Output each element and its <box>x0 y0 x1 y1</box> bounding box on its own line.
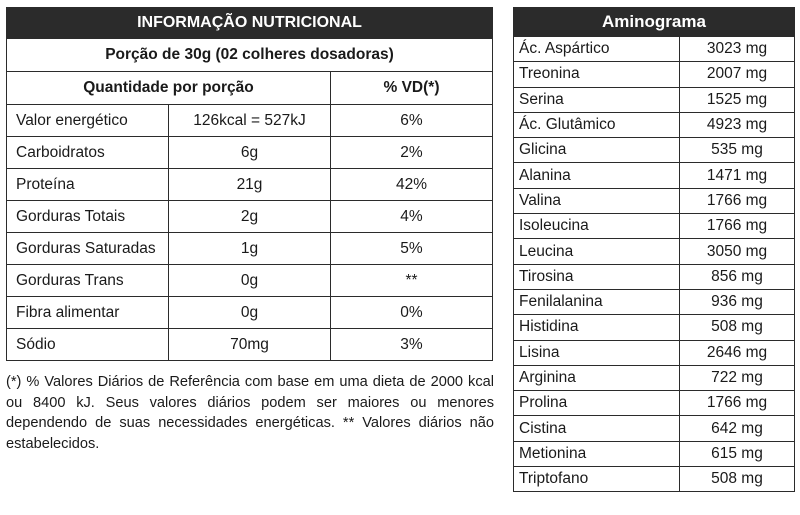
table-row <box>7 297 493 329</box>
amino-acid-name: Alanina <box>514 163 680 188</box>
amino-acid-name: Prolina <box>514 391 680 416</box>
table-row <box>7 137 493 169</box>
amino-acid-value: 1766 mg <box>680 214 795 239</box>
amino-acid-name: Cistina <box>514 416 680 441</box>
table-row <box>7 105 493 137</box>
nutrition-title: INFORMAÇÃO NUTRICIONAL <box>6 7 493 38</box>
table-row <box>7 265 493 297</box>
amino-acid-name: Metionina <box>514 441 680 466</box>
amino-acid-value: 722 mg <box>680 365 795 390</box>
amino-acid-value: 856 mg <box>680 264 795 289</box>
portion-row <box>7 39 493 72</box>
footnote: (*) % Valores Diários de Referência com base em uma dieta de 2000 kcal ou 8400 kJ. Seus valores diários podem ser maiores ou menores dependendo de suas necessidades energéticas. ** Valores diários não estabelecidos. <box>6 374 494 452</box>
nutrient-value: 0g <box>169 297 331 329</box>
nutrient-value: 70mg <box>169 329 331 361</box>
nutrient-vd: ** <box>331 265 493 297</box>
nutrient-name: Gorduras Saturadas <box>7 233 169 265</box>
table-row <box>514 315 795 340</box>
amino-acid-value: 642 mg <box>680 416 795 441</box>
amino-acid-name: Isoleucina <box>514 214 680 239</box>
nutrition-grid <box>6 38 493 361</box>
table-row <box>514 391 795 416</box>
table-row <box>514 62 795 87</box>
nutrient-name: Valor energético <box>7 105 169 137</box>
column-header-quantity: Quantidade por porção <box>7 72 331 105</box>
amino-acid-name: Lisina <box>514 340 680 365</box>
nutrient-vd: 5% <box>331 233 493 265</box>
amino-acid-value: 936 mg <box>680 289 795 314</box>
amino-acid-value: 1525 mg <box>680 87 795 112</box>
amino-acid-name: Fenilalanina <box>514 289 680 314</box>
amino-acid-value: 2007 mg <box>680 62 795 87</box>
amino-acid-name: Histidina <box>514 315 680 340</box>
aminogram-table <box>513 7 795 492</box>
nutrient-value: 1g <box>169 233 331 265</box>
aminogram-title: Aminograma <box>513 7 795 36</box>
nutrient-value: 6g <box>169 137 331 169</box>
nutrient-value: 126kcal = 527kJ <box>169 105 331 137</box>
table-row <box>514 239 795 264</box>
amino-acid-value: 4923 mg <box>680 112 795 137</box>
nutrient-vd: 3% <box>331 329 493 361</box>
table-row <box>514 416 795 441</box>
amino-acid-name: Triptofano <box>514 467 680 492</box>
table-row <box>514 289 795 314</box>
nutrient-name: Carboidratos <box>7 137 169 169</box>
amino-acid-value: 1766 mg <box>680 391 795 416</box>
amino-acid-value: 615 mg <box>680 441 795 466</box>
table-row <box>514 264 795 289</box>
nutrient-vd: 42% <box>331 169 493 201</box>
table-row <box>514 214 795 239</box>
table-row <box>514 441 795 466</box>
nutrition-table <box>6 7 493 361</box>
nutrient-vd: 2% <box>331 137 493 169</box>
amino-acid-value: 1471 mg <box>680 163 795 188</box>
table-row <box>514 188 795 213</box>
portion-label: Porção de 30g (02 colheres dosadoras) <box>7 39 493 72</box>
amino-acid-value: 1766 mg <box>680 188 795 213</box>
nutrient-vd: 6% <box>331 105 493 137</box>
nutrient-value: 21g <box>169 169 331 201</box>
table-row <box>514 112 795 137</box>
nutrient-value: 2g <box>169 201 331 233</box>
nutrient-value: 0g <box>169 265 331 297</box>
table-row <box>7 329 493 361</box>
table-row <box>514 467 795 492</box>
amino-acid-name: Arginina <box>514 365 680 390</box>
column-header-row <box>7 72 493 105</box>
amino-acid-name: Tirosina <box>514 264 680 289</box>
table-row <box>514 365 795 390</box>
column-header-vd: % VD(*) <box>331 72 493 105</box>
amino-acid-name: Leucina <box>514 239 680 264</box>
amino-acid-value: 535 mg <box>680 138 795 163</box>
amino-acid-name: Ác. Glutâmico <box>514 112 680 137</box>
nutrient-vd: 4% <box>331 201 493 233</box>
table-row <box>514 163 795 188</box>
nutrient-name: Proteína <box>7 169 169 201</box>
table-row <box>7 233 493 265</box>
table-row <box>7 201 493 233</box>
amino-acid-value: 3050 mg <box>680 239 795 264</box>
amino-acid-name: Treonina <box>514 62 680 87</box>
amino-acid-name: Valina <box>514 188 680 213</box>
table-row <box>514 138 795 163</box>
amino-acid-name: Glicina <box>514 138 680 163</box>
amino-acid-value: 508 mg <box>680 315 795 340</box>
amino-acid-name: Ác. Aspártico <box>514 37 680 62</box>
table-row <box>7 169 493 201</box>
aminogram-grid <box>513 36 795 492</box>
amino-acid-value: 2646 mg <box>680 340 795 365</box>
table-row <box>514 87 795 112</box>
amino-acid-value: 508 mg <box>680 467 795 492</box>
nutrient-name: Sódio <box>7 329 169 361</box>
table-row <box>514 37 795 62</box>
amino-acid-name: Serina <box>514 87 680 112</box>
table-row <box>514 340 795 365</box>
nutrient-name: Gorduras Trans <box>7 265 169 297</box>
nutrient-vd: 0% <box>331 297 493 329</box>
amino-acid-value: 3023 mg <box>680 37 795 62</box>
nutrient-name: Gorduras Totais <box>7 201 169 233</box>
nutrient-name: Fibra alimentar <box>7 297 169 329</box>
